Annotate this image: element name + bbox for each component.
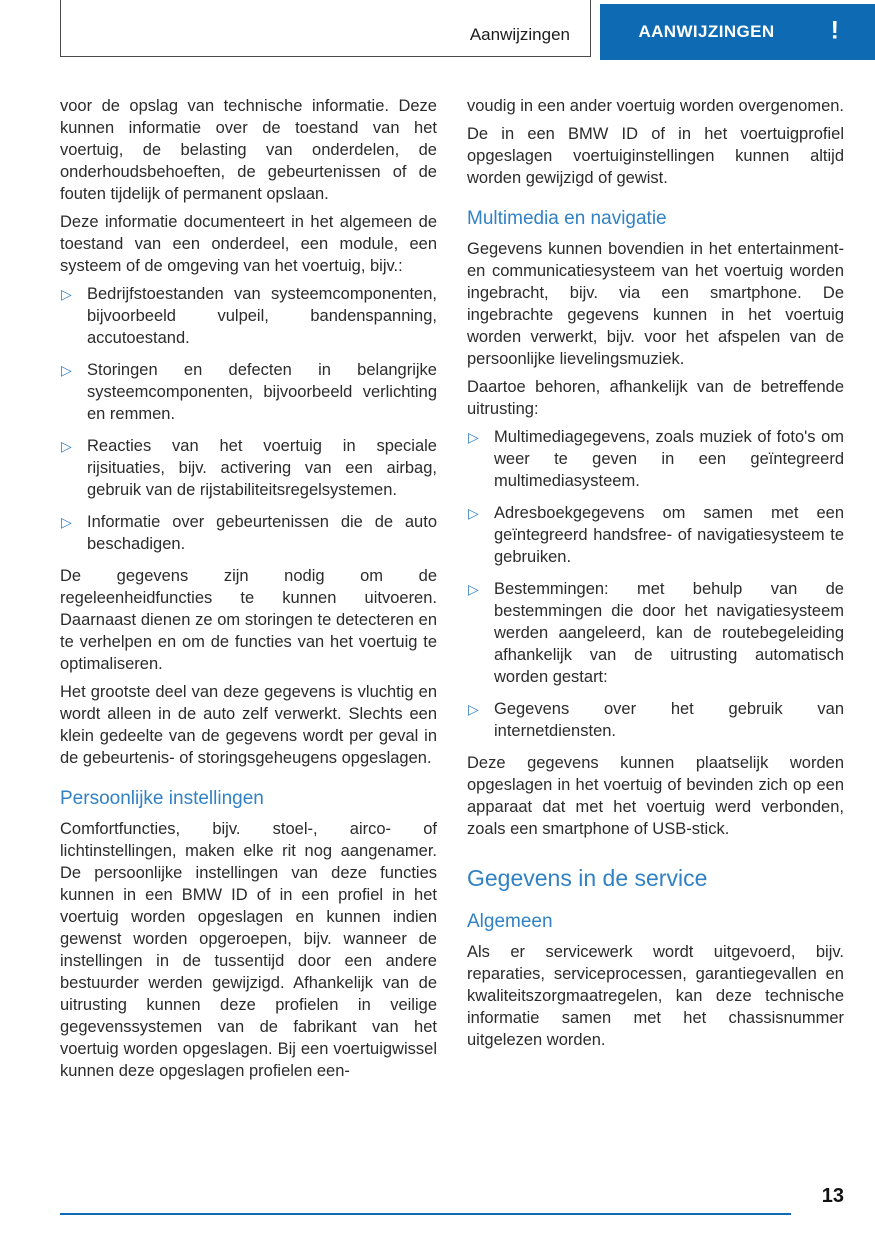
list-item <box>60 359 437 425</box>
list-item <box>467 502 844 568</box>
bullet-list <box>467 426 844 742</box>
triangle-bullet-icon: ▷ <box>61 514 72 530</box>
paragraph: Deze informatie documenteert in het algemeen de toestand van een onderdeel, een module, een systeem of de omgeving van het voertuig, bijv.: <box>60 213 437 275</box>
triangle-bullet-icon: ▷ <box>468 429 479 445</box>
paragraph: Daartoe behoren, afhankelijk van de betreffende uitrusting: <box>467 378 844 418</box>
chapter-banner <box>600 4 875 60</box>
paragraph: voudig in een ander voertuig worden overgenomen. <box>467 97 845 115</box>
header-tab-label: Aanwijzingen <box>469 25 570 44</box>
paragraph: Als er servicewerk wordt uitgevoerd, bijv. reparaties, serviceprocessen, garantiegevallen en kwaliteitszorgmaatregelen, kan deze technische informatie samen met het chassisnummer uitgelezen worden. <box>467 943 844 1049</box>
exclamation-icon: ! <box>830 16 839 45</box>
list-item <box>467 426 844 492</box>
triangle-bullet-icon: ▷ <box>61 286 72 302</box>
paragraph: De gegevens zijn nodig om de regeleenheidfuncties te kunnen uitvoeren. Daarnaast dienen ze om storingen te detecteren en te verhelpen en om de functies van het voertuig te optimaliseren. <box>60 567 437 673</box>
list-item-text: Storingen en defecten in belangrijke systeemcomponenten, bijvoorbeeld verlichting en remmen. <box>87 361 437 423</box>
list-item <box>467 578 844 688</box>
paragraph: Gegevens kunnen bovendien in het entertainment- en communicatiesysteem van het voertuig worden ingebracht, bijv. via een smartphone. De ingebrachte gegevens kunnen in het voertuig worden verwerkt, bijv. voor het afspelen van de persoonlijke lievelingsmuziek. <box>467 240 844 368</box>
paragraph: Deze gegevens kunnen plaatselijk worden opgeslagen in het voertuig of bevinden zich op een apparaat dat met het voertuig werd verbonden, zoals een smartphone of USB-stick. <box>467 754 844 838</box>
triangle-bullet-icon: ▷ <box>61 362 72 378</box>
paragraph: Het grootste deel van deze gegevens is vluchtig en wordt alleen in de auto zelf verwerkt. Slechts een klein gedeelte van de gegevens wordt per geval in de gebeurtenis- of storingsgeheugens opgeslagen. <box>60 683 437 767</box>
list-item-text: Multimediagegevens, zoals muziek of foto's om weer te geven in een geïntegreerd multimediasysteem. <box>494 428 844 490</box>
page-content <box>60 95 845 1088</box>
list-item-text: Bedrijfstoestanden van systeemcomponenten, bijvoorbeeld vulpeil, bandenspanning, accutoestand. <box>87 285 437 347</box>
left-column <box>60 95 437 1088</box>
triangle-bullet-icon: ▷ <box>468 505 479 521</box>
paragraph: De in een BMW ID of in het voertuigprofiel opgeslagen voertuiginstellingen kunnen altijd worden gewijzigd of gewist. <box>467 125 844 187</box>
list-item-text: Informatie over gebeurtenissen die de auto beschadigen. <box>87 513 437 553</box>
subsection-heading: Algemeen <box>467 911 553 932</box>
paragraph: voor de opslag van technische informatie. Deze kunnen informatie over de toestand van het voertuig, de belasting van onderdelen, de onderhoudsbehoeften, de gebeurtenissen of de fouten tijdelijk of permanent opslaan. <box>60 97 437 203</box>
list-item <box>60 283 437 349</box>
list-item <box>60 511 437 555</box>
list-item <box>467 698 844 742</box>
triangle-bullet-icon: ▷ <box>468 701 479 717</box>
page-number: 13 <box>821 1185 844 1207</box>
subsection-heading: Persoonlijke instellingen <box>60 788 264 809</box>
triangle-bullet-icon: ▷ <box>61 438 72 454</box>
footer-rule <box>60 1213 791 1215</box>
list-item-text: Bestemmingen: met behulp van de bestemmingen die door het navigatiesysteem werden aangeleerd, kan de routebegeleiding afhankelijk van de uitrusting automatisch worden gestart: <box>494 580 844 686</box>
bullet-list <box>60 283 437 555</box>
list-item-text: Reacties van het voertuig in speciale rijsituaties, bijv. activering van een airbag, gebruik van de rijstabiliteitsregelsystemen. <box>87 437 437 499</box>
paragraph: Comfortfuncties, bijv. stoel-, airco- of lichtinstellingen, maken elke rit nog aangenamer. De persoonlijke instellingen van deze functies kunnen in een BMW ID of in een profiel in het voertuig worden opgeslagen en kunnen indien gewenst worden opgeroepen, bijv. wanneer de instellingen in de tussentijd door een andere bestuurder werden gewijzigd. Afhankelijk van de uitrusting kunnen deze profielen in veilige gegevenssystemen van de fabrikant van het voertuig worden opgeslagen. Bij een voertuigwissel kunnen deze opgeslagen profielen een- <box>60 820 437 1080</box>
subsection-heading: Multimedia en navigatie <box>467 208 667 229</box>
chapter-banner-label: AANWIJZINGEN <box>638 22 775 41</box>
section-heading: Gegevens in de service <box>467 865 708 891</box>
list-item <box>60 435 437 501</box>
triangle-bullet-icon: ▷ <box>468 581 479 597</box>
right-column <box>467 95 844 1088</box>
list-item-text: Adresboekgegevens om samen met een geïntegreerd handsfree- of navigatiesysteem te gebruiken. <box>494 504 844 566</box>
header-tab <box>60 0 591 57</box>
list-item-text: Gegevens over het gebruik van internetdiensten. <box>494 700 844 740</box>
